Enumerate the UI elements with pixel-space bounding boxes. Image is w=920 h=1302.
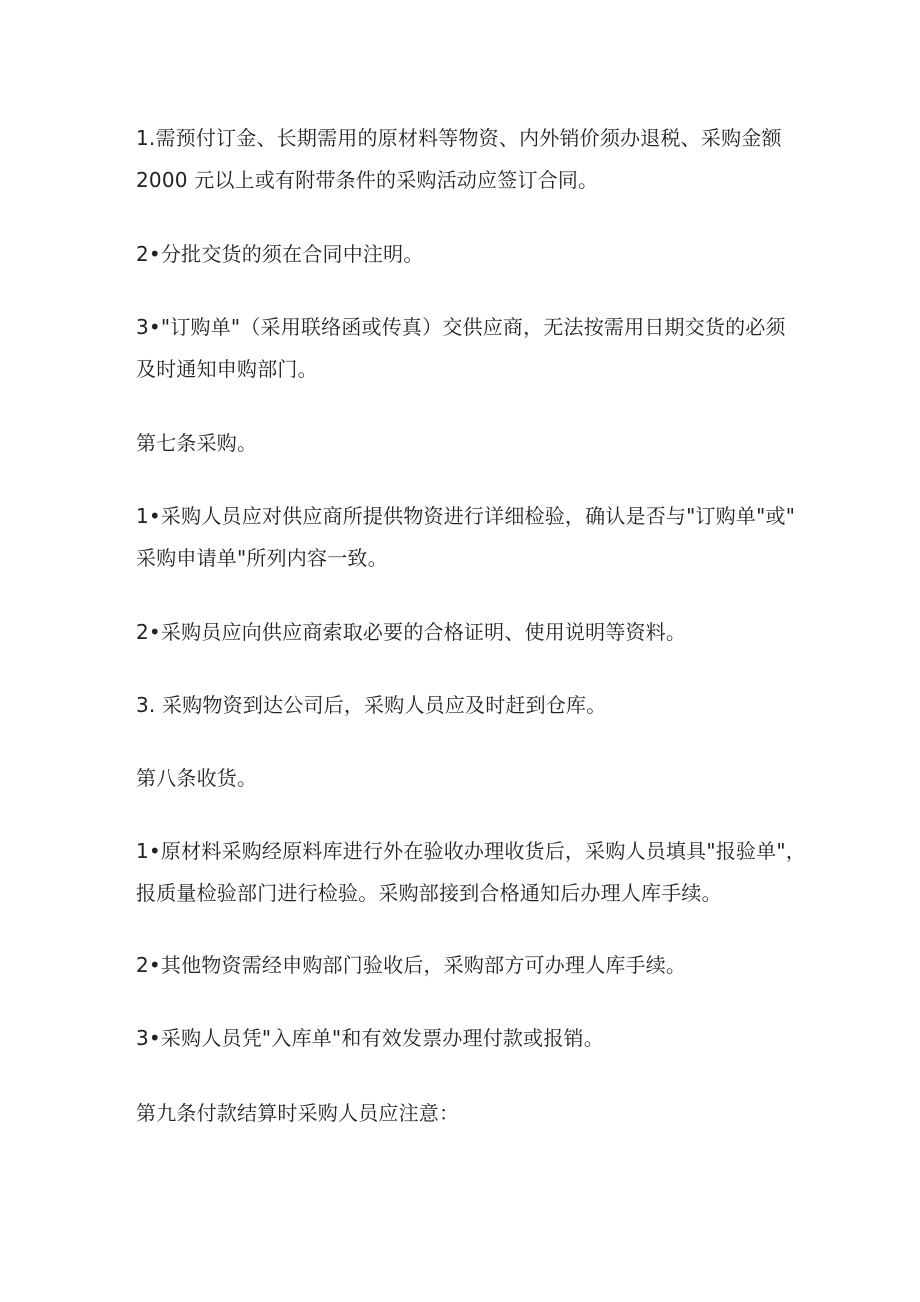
paragraph-line: 报质量检验部门进行检验。采购部接到合格通知后办理人库手续。 xyxy=(136,881,722,905)
paragraph-inspection xyxy=(136,495,816,579)
paragraph-line: 2•采购员应向供应商索取必要的合格证明、使用说明等资料。 xyxy=(136,620,687,644)
paragraph-raw-material-receipt xyxy=(136,830,816,914)
paragraph-contract-requirement xyxy=(136,117,816,201)
paragraph-line: 2000 元以上或有附带条件的采购活动应签订合同。 xyxy=(136,168,599,192)
paragraph-arrival xyxy=(136,684,816,726)
paragraph-batch-delivery xyxy=(136,233,816,275)
paragraph-line: 1.需预付订金、长期需用的原材料等物资、内外销价须办退税、采购金额 xyxy=(136,126,782,150)
paragraph-line: 3•采购人员凭"入库单"和有效发票办理付款或报销。 xyxy=(136,1026,604,1050)
paragraph-line: 第七条采购。 xyxy=(136,431,258,455)
paragraph-line: 采购申请单"所列内容一致。 xyxy=(136,546,388,570)
paragraph-line: 3•"订购单"（采用联络函或传真）交供应商，无法按需用日期交货的必须 xyxy=(136,315,786,339)
paragraph-line: 2•其他物资需经申购部门验收后，采购部方可办理人库手续。 xyxy=(136,953,687,977)
paragraph-other-materials xyxy=(136,944,816,986)
paragraph-line: 第九条付款结算时采购人员应注意： xyxy=(136,1101,460,1125)
paragraph-line: 1•原材料采购经原料库进行外在验收办理收货后，采购人员填具"报验单"， xyxy=(136,839,806,863)
paragraph-line: 3. 采购物资到达公司后，采购人员应及时赶到仓库。 xyxy=(136,693,607,717)
section-heading-article-8 xyxy=(136,757,816,799)
paragraph-line: 及时通知申购部门。 xyxy=(136,357,318,381)
paragraph-order-notice xyxy=(136,306,816,390)
paragraph-line: 第八条收货。 xyxy=(136,766,258,790)
paragraph-line: 2•分批交货的须在合同中注明。 xyxy=(136,242,424,266)
section-heading-article-7 xyxy=(136,422,816,464)
paragraph-certificates xyxy=(136,611,816,653)
paragraph-line: 1•采购人员应对供应商所提供物资进行详细检验，确认是否与"订购单"或" xyxy=(136,504,796,528)
section-heading-article-9 xyxy=(136,1092,816,1134)
paragraph-payment xyxy=(136,1017,816,1059)
